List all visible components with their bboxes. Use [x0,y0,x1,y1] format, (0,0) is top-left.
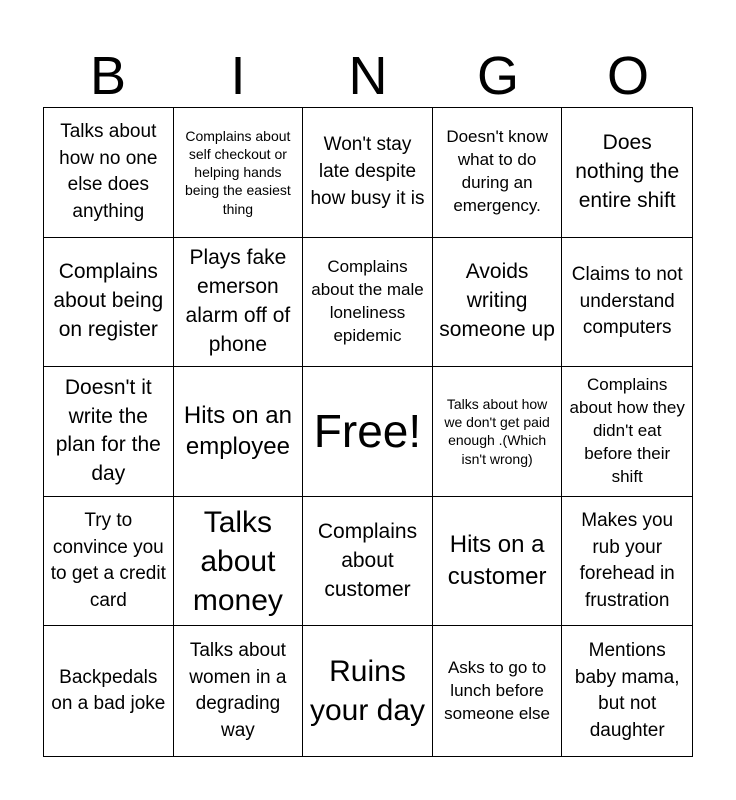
cell-text: Doesn't it write the plan for the day [55,375,161,486]
cell-text: Plays fake emerson alarm off of phone [185,245,291,356]
header-letter-i: I [230,46,246,106]
bingo-cell-r4c3[interactable] [303,497,433,627]
bingo-cell-r5c1[interactable] [44,626,174,756]
bingo-cell-r4c2[interactable] [174,497,304,627]
bingo-cell-r2c4[interactable] [433,238,563,368]
cell-text: Talks about how no one else does anything [59,121,158,222]
bingo-cell-r5c3[interactable] [303,626,433,756]
bingo-cell-r2c3[interactable] [303,238,433,368]
bingo-cell-r3c4[interactable] [433,367,563,497]
header-letter-n: N [348,46,388,106]
cell-text: Talks about money [192,505,283,617]
bingo-cell-r2c1[interactable] [44,238,174,368]
cell-text: Complains about self checkout or helping hands being the easiest thing [184,127,291,217]
header-letter-o: O [606,46,649,106]
cell-text: Talks about how we don't get paid enough .(Which isn't wrong) [444,396,550,467]
cell-text: Ruins your day [309,655,426,728]
cell-text: Try to convince you to get a credit card [50,509,166,611]
bingo-cell-r5c5[interactable] [562,626,692,756]
bingo-cell-r4c1[interactable] [44,497,174,627]
bingo-cell-r2c5[interactable] [562,238,692,368]
cell-text: Does nothing the entire shift [575,130,680,212]
bingo-cell-r5c4[interactable] [433,626,563,756]
bingo-cell-r1c4[interactable] [433,108,563,238]
cell-text: Doesn't know what to do during an emergency. [446,127,548,216]
cell-text: Asks to go to lunch before someone else [444,657,551,723]
cell-text: Avoids writing someone up [439,260,555,342]
cell-text: Complains about how they didn't eat before their shift [569,375,685,486]
bingo-cell-r5c2[interactable] [174,626,304,756]
bingo-cell-r4c5[interactable] [562,497,692,627]
bingo-cell-r1c3[interactable] [303,108,433,238]
bingo-header [43,44,693,108]
bingo-cell-r1c2[interactable] [174,108,304,238]
bingo-cell-r4c4[interactable] [433,497,563,627]
header-letter-b: B [89,46,127,106]
cell-text: Complains about being on register [53,260,164,342]
bingo-cell-r3c1[interactable] [44,367,174,497]
cell-text: Free! [313,404,422,457]
cell-text: Backpedals on a bad joke [51,666,166,715]
bingo-cell-free[interactable] [303,367,433,497]
header-letter-g: G [476,46,519,106]
bingo-cell-r3c5[interactable] [562,367,692,497]
bingo-cell-r3c2[interactable] [174,367,304,497]
cell-text: Hits on a customer [447,531,547,591]
cell-text: Makes you rub your forehead in frustration [579,509,675,611]
cell-text: Hits on an employee [183,401,292,461]
bingo-cell-r1c1[interactable] [44,108,174,238]
cell-text: Talks about women in a degrading way [189,640,287,741]
cell-text: Complains about the male loneliness epidemic [311,257,424,345]
bingo-board [43,107,693,757]
bingo-cell-r1c5[interactable] [562,108,692,238]
cell-text: Complains about customer [317,519,418,601]
bingo-cell-r2c2[interactable] [174,238,304,368]
cell-text: Claims to not understand computers [571,264,683,339]
cell-text: Mentions baby mama, but not daughter [574,640,680,741]
cell-text: Won't stay late despite how busy it is [310,134,425,209]
